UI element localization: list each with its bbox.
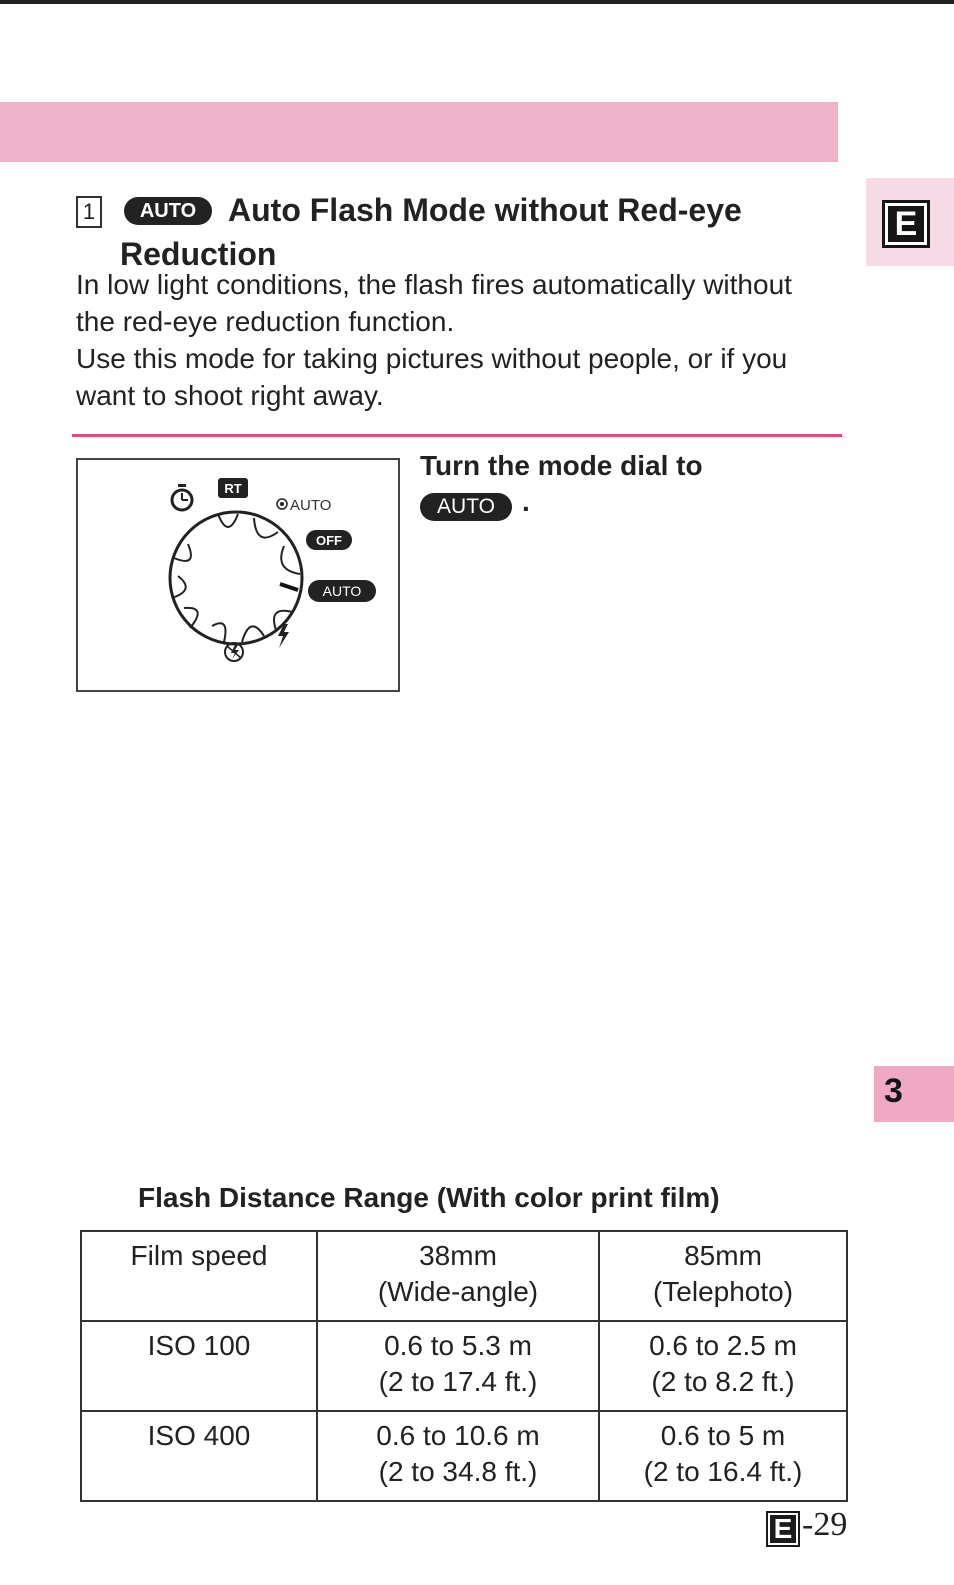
mode-dial-pointer [280, 584, 298, 590]
header-pink-band [0, 102, 838, 162]
table-cell: 0.6 to 2.5 m (2 to 8.2 ft.) [599, 1321, 847, 1411]
mode-dial-ridges [172, 514, 300, 642]
instruction-text: Turn the mode dial to [420, 450, 703, 481]
description-paragraph-2: Use this mode for taking pictures without people, or if you want to shoot right away. [76, 343, 788, 411]
instruction-auto-icon: AUTO [420, 493, 512, 521]
section-title-line2: Reduction [120, 236, 277, 272]
auto-label: AUTO [322, 583, 362, 599]
table-cell: ISO 400 [81, 1411, 317, 1501]
mode-dial-illustration [76, 458, 400, 692]
table-header-cell: 85mm (Telephoto) [599, 1231, 847, 1321]
table-cell: 0.6 to 10.6 m (2 to 34.8 ft.) [317, 1411, 599, 1501]
section-divider [72, 434, 842, 437]
instruction-tail: . [522, 486, 530, 517]
table-cell: ISO 100 [81, 1321, 317, 1411]
mode-dial-svg [78, 460, 398, 690]
flash-distance-table [80, 1230, 848, 1502]
table-row [81, 1411, 847, 1501]
rt-label: RT [224, 481, 242, 496]
flash-off-icon [225, 643, 243, 661]
table-header-row [81, 1231, 847, 1321]
section-number: 1 [76, 196, 102, 228]
section-title-line1: Auto Flash Mode without Red-eye [228, 192, 742, 228]
chapter-tab-label: 3 [884, 1072, 903, 1110]
description-paragraph-1: In low light conditions, the flash fires automatically without the red-eye reduction function. [76, 269, 792, 337]
table-title: Flash Distance Range (With color print film) [138, 1182, 720, 1213]
auto-mode-icon: AUTO [124, 197, 212, 225]
self-timer-icon [172, 484, 192, 510]
section-description [76, 266, 836, 414]
redeye-auto-label: AUTO [290, 497, 332, 514]
flash-distance-table-body [81, 1231, 847, 1501]
section-heading [76, 188, 856, 276]
off-label: OFF [316, 533, 342, 548]
page-prefix-box: E [766, 1511, 800, 1547]
page-number [766, 1506, 847, 1547]
mode-dial-ring [170, 512, 302, 644]
chapter-tab [874, 1066, 954, 1122]
language-tab [866, 178, 954, 266]
table-header-cell: Film speed [81, 1231, 317, 1321]
table-row [81, 1321, 847, 1411]
red-eye-icon [277, 499, 287, 509]
page-number-text: -29 [802, 1506, 848, 1543]
table-header-cell: 38mm (Wide-angle) [317, 1231, 599, 1321]
top-edge-line [0, 0, 954, 4]
table-cell: 0.6 to 5 m (2 to 16.4 ft.) [599, 1411, 847, 1501]
language-tab-label: E [882, 200, 930, 248]
instruction [420, 448, 820, 521]
table-cell: 0.6 to 5.3 m (2 to 17.4 ft.) [317, 1321, 599, 1411]
